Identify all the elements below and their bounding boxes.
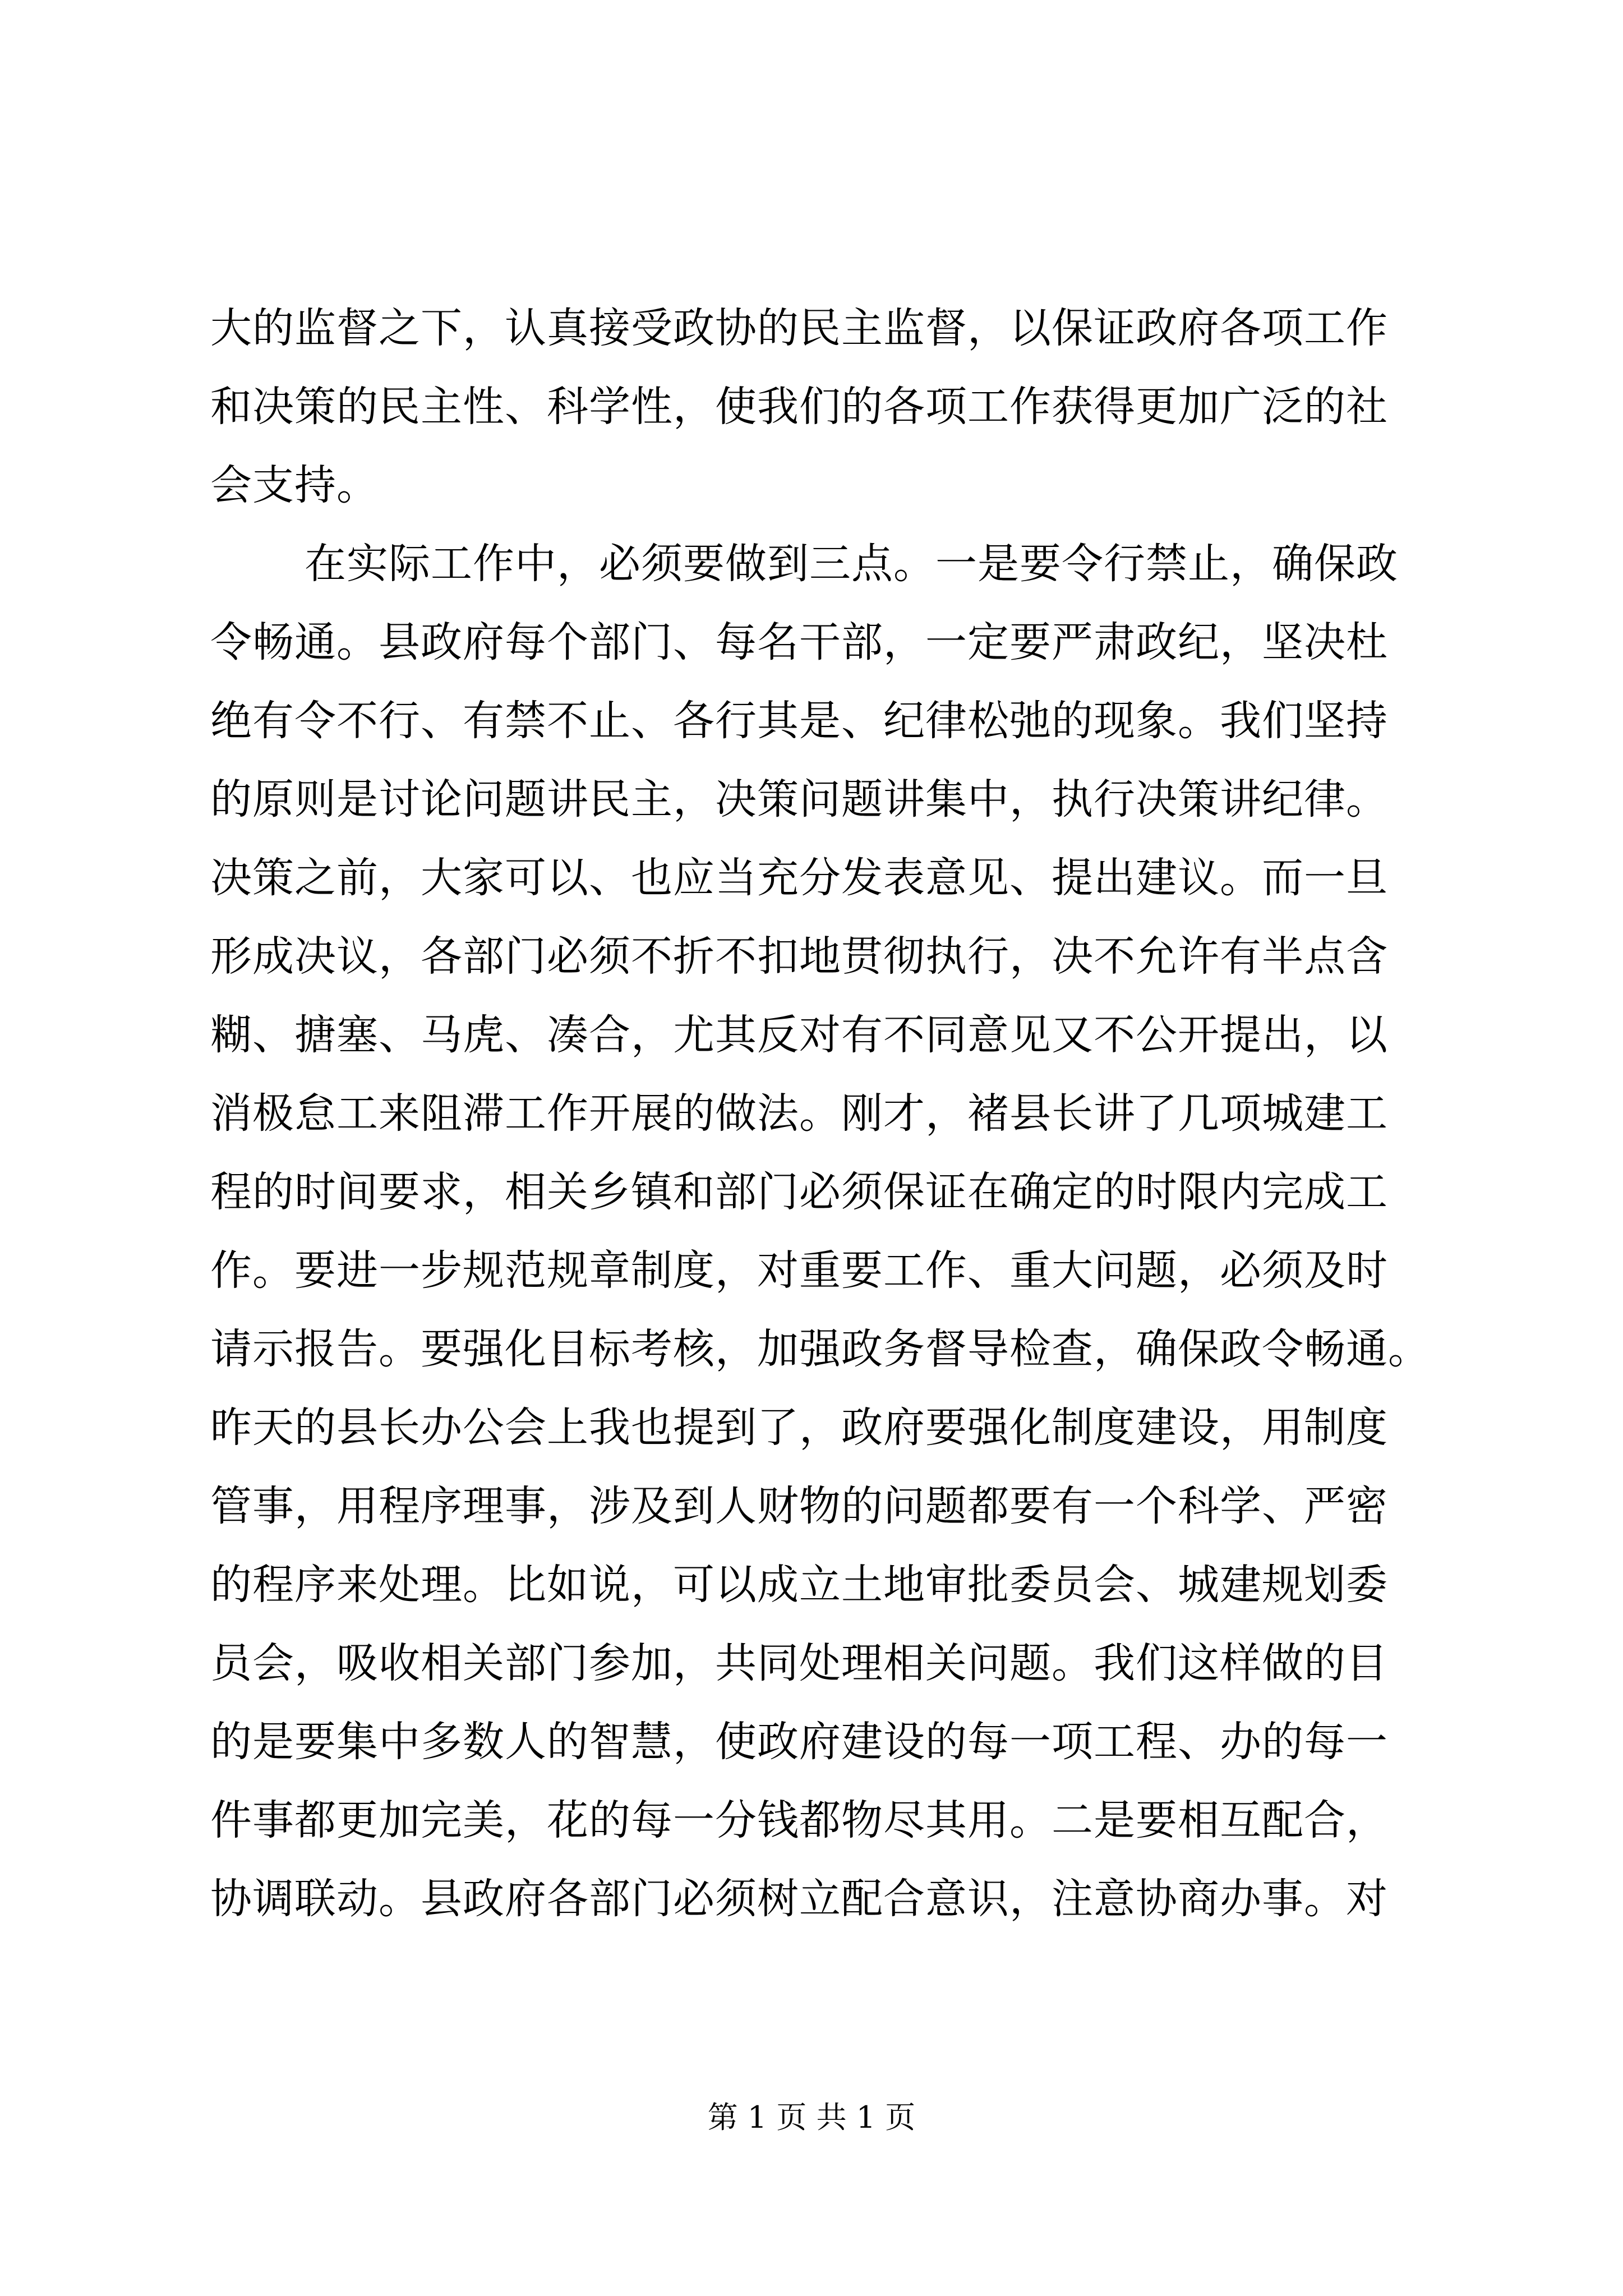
text-line: 消极怠工来阻滞工作开展的做法。刚才，褚县长讲了几项城建工 (210, 1089, 1388, 1138)
text-line: 令畅通。县政府每个部门、每名干部，一定要严肃政纪，坚决杜 (210, 618, 1388, 666)
text-line: 和决策的民主性、科学性，使我们的各项工作获得更加广泛的社 (210, 383, 1388, 431)
text-line: 糊、搪塞、马虎、凑合，尤其反对有不同意见又不公开提出，以 (210, 1011, 1388, 1059)
page-footer: 第 1 页 共 1 页 (707, 2100, 916, 2135)
text-line: 件事都更加完美，花的每一分钱都物尽其用。二是要相互配合， (210, 1796, 1388, 1844)
text-line: 形成决议，各部门必须不折不扣地贯彻执行，决不允许有半点含 (210, 932, 1388, 981)
text-line: 协调联动。县政府各部门必须树立配合意识，注意协商办事。对 (210, 1875, 1388, 1923)
text-line: 绝有令不行、有禁不止、各行其是、纪律松弛的现象。我们坚持 (210, 697, 1388, 745)
text-line: 决策之前，大家可以、也应当充分发表意见、提出建议。而一旦 (210, 854, 1388, 902)
text-line: 员会，吸收相关部门参加，共同处理相关问题。我们这样做的目 (210, 1639, 1388, 1687)
text-line: 大的监督之下，认真接受政协的民主监督，以保证政府各项工作 (210, 304, 1388, 352)
text-line: 的是要集中多数人的智慧，使政府建设的每一项工程、办的每一 (210, 1718, 1388, 1766)
text-line: 管事，用程序理事，涉及到人财物的问题都要有一个科学、严密 (210, 1482, 1388, 1530)
text-line: 程的时间要求，相关乡镇和部门必须保证在确定的时限内完成工 (210, 1168, 1388, 1216)
text-line: 请示报告。要强化目标考核，加强政务督导检查，确保政令畅通。 (210, 1325, 1430, 1373)
text-line: 的程序来处理。比如说，可以成立土地审批委员会、城建规划委 (210, 1561, 1388, 1609)
text-line: 昨天的县长办公会上我也提到了，政府要强化制度建设，用制度 (210, 1404, 1388, 1452)
text-line: 的原则是讨论问题讲民主，决策问题讲集中，执行决策讲纪律。 (210, 775, 1388, 823)
paragraph-first-line: 在实际工作中，必须要做到三点。一是要令行禁止，确保政 (305, 540, 1398, 588)
text-line: 会支持。 (210, 461, 379, 509)
text-line: 作。要进一步规范规章制度，对重要工作、重大问题，必须及时 (210, 1246, 1388, 1295)
